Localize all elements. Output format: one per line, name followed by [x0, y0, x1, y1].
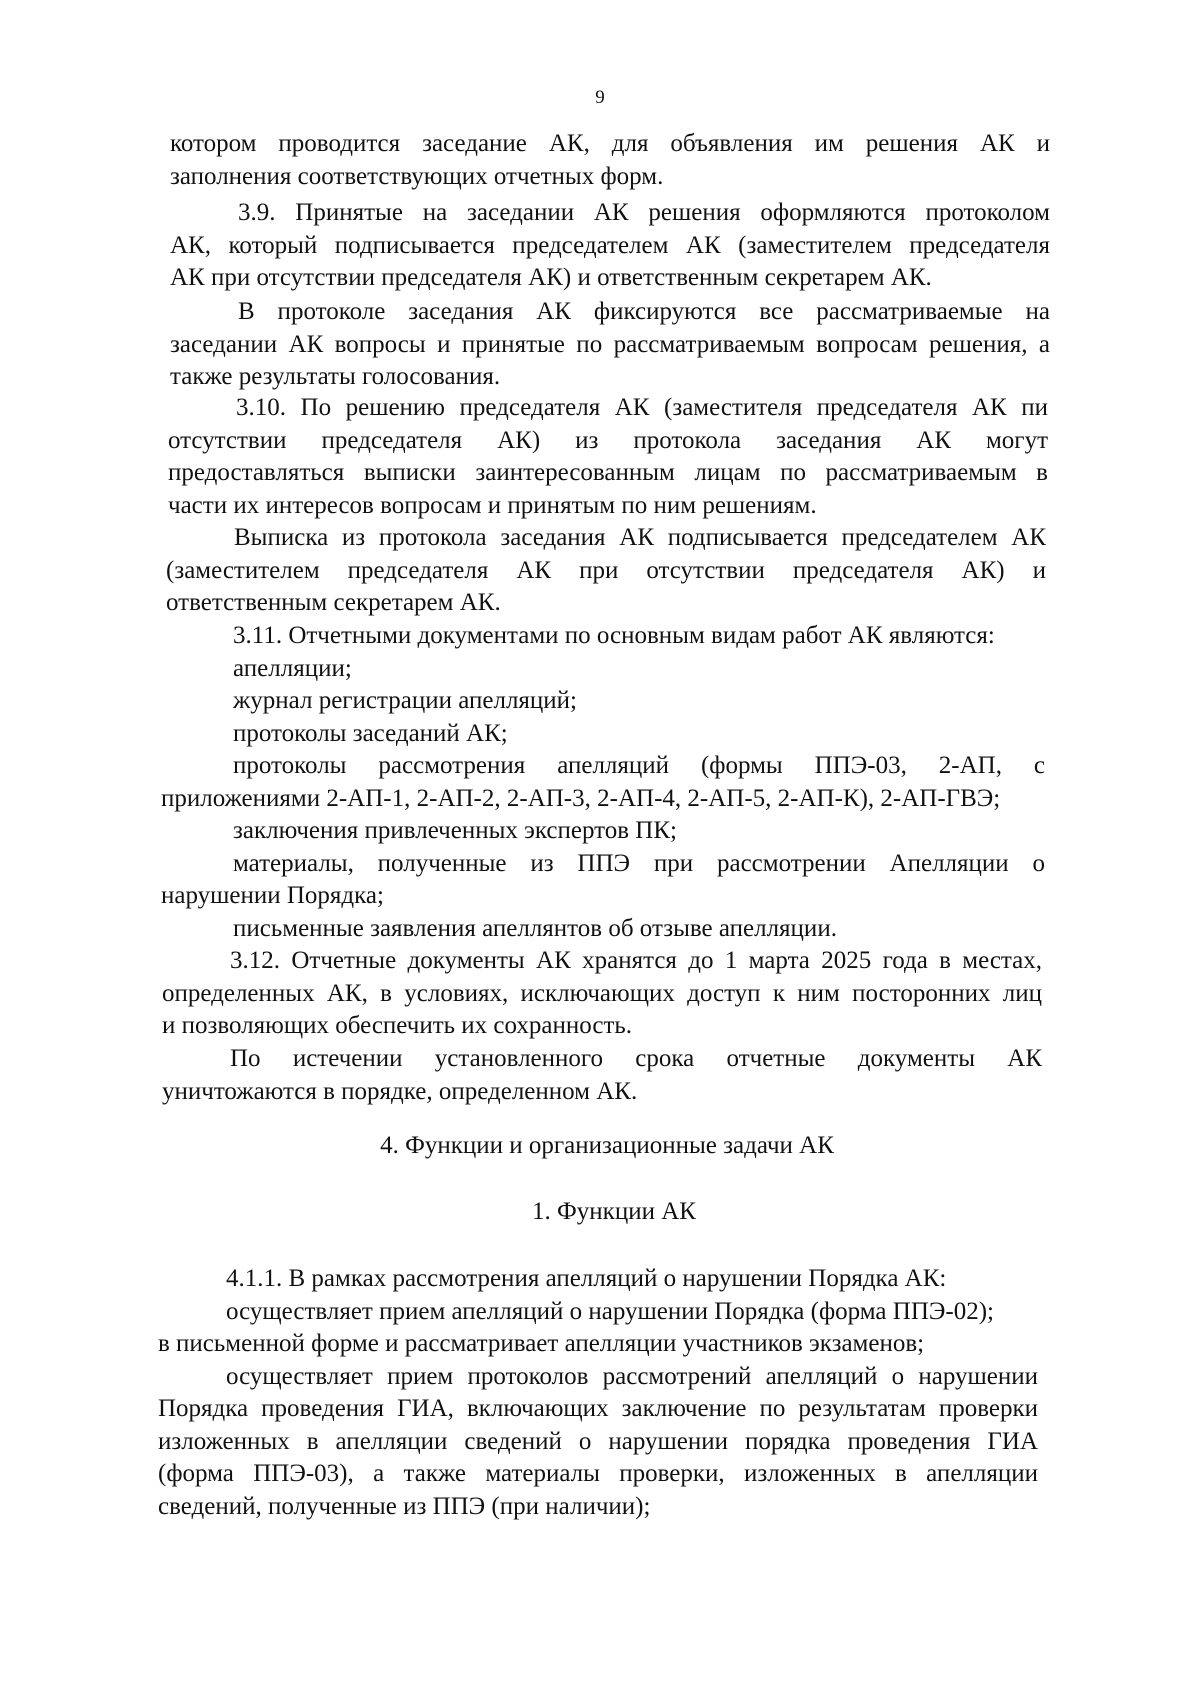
paragraph-protocol-recording: [170, 296, 1050, 394]
paragraph-3-10: [168, 392, 1048, 522]
list-item: осуществляет прием апелляций о нарушении Порядка (форма ППЭ-02);: [226, 1297, 994, 1325]
text-line: 3.11. Отчетными документами по основным видам работ АК являются:: [233, 622, 995, 649]
paragraph-3-12: [162, 945, 1042, 1043]
paragraph-continuation: [170, 128, 1050, 193]
text-line: Выписка из протокола заседания АК подписывается председателем АК: [234, 524, 1046, 551]
page-number: 9: [595, 87, 605, 108]
text-line: В протоколе заседания АК фиксируются все рассматриваемые на: [238, 298, 1050, 325]
subsection-heading: 1. Функции АК: [532, 1198, 696, 1225]
section-heading: 4. Функции и организационные задачи АК: [380, 1132, 834, 1159]
text-line: определенных АК, в условиях, исключающих доступ к ним посторонних лиц: [162, 979, 1042, 1007]
list-item: материалы, полученные из ППЭ при рассмотрении Апелляции о: [233, 849, 1045, 877]
text-line: Порядка проведения ГИА, включающих заключение по результатам проверки: [158, 1395, 1038, 1422]
text-line: 3.12. Отчетные документы АК хранятся до 1 марта 2025 года в местах,: [230, 947, 1042, 974]
list-item: журнал регистрации апелляций;: [233, 687, 578, 714]
paragraph-4-1-1: [158, 1263, 1038, 1523]
text-line: в письменной форме и рассматривает апелляции участников экзаменов;: [158, 1330, 925, 1357]
text-line: АК, который подписывается председателем АК (заместителем председателя: [170, 231, 1050, 259]
text-line: приложениями 2-АП-1, 2-АП-2, 2-АП-3, 2-АП-4, 2-АП-5, 2-АП-К), 2-АП-ГВЭ;: [161, 784, 1001, 812]
list-item: письменные заявления апеллянтов об отзыве апелляции.: [233, 914, 837, 942]
text-line: котором проводится заседание АК, для объявления им решения АК и: [170, 130, 1050, 157]
text-line: заполнения соответствующих отчетных форм.: [170, 162, 664, 190]
paragraph-extract: [166, 522, 1046, 620]
list-item: протоколы заседаний АК;: [233, 719, 508, 747]
text-line: 3.10. По решению председателя АК (заместителя председателя АК пи: [236, 394, 1048, 421]
list-item: апелляции;: [233, 654, 352, 682]
text-line: 3.9. Принятые на заседании АК решения оформляются протоколом: [238, 199, 1050, 226]
text-line: и позволяющих обеспечить их сохранность.: [162, 1012, 633, 1039]
text-line: части их интересов вопросам и принятым по ним решениям.: [168, 491, 817, 519]
text-line: АК при отсутствии председателя АК) и ответственным секретарем АК.: [170, 264, 932, 291]
text-line: отсутствии председателя АК) из протокола заседания АК могут: [168, 426, 1048, 454]
text-line: заседании АК вопросы и принятые по рассматриваемым вопросам решения, а: [170, 330, 1050, 358]
text-line: нарушении Порядка;: [161, 882, 384, 909]
text-line: также результаты голосования.: [170, 363, 501, 390]
text-line: (форма ППЭ-03), а также материалы проверки, изложенных в апелляции: [158, 1460, 1038, 1487]
text-line: По истечении установленного срока отчетные документы АК: [230, 1045, 1042, 1072]
text-line: сведений, полученные из ППЭ (при наличии);: [158, 1492, 651, 1520]
paragraph-3-9: [170, 197, 1050, 295]
text-line: предоставляться выписки заинтересованным лицам по рассматриваемым в: [168, 459, 1048, 486]
text-line: (заместителем председателя АК при отсутствии председателя АК) и: [166, 556, 1046, 584]
text-line: изложенных в апелляции сведений о нарушении порядка проведения ГИА: [158, 1427, 1038, 1455]
paragraph-3-11: [161, 620, 1045, 945]
text-line: ответственным секретарем АК.: [166, 589, 501, 616]
text-line: 4.1.1. В рамках рассмотрения апелляций о нарушении Порядка АК:: [226, 1265, 947, 1292]
list-item: протоколы рассмотрения апелляций (формы ППЭ-03, 2-АП, с: [233, 752, 1045, 779]
text-line: уничтожаются в порядке, определенном АК.: [162, 1077, 638, 1105]
list-item: заключения привлеченных экспертов ПК;: [233, 817, 677, 844]
list-item: осуществляет прием протоколов рассмотрений апелляций о нарушении: [226, 1362, 1038, 1390]
paragraph-expiry: [162, 1043, 1042, 1108]
